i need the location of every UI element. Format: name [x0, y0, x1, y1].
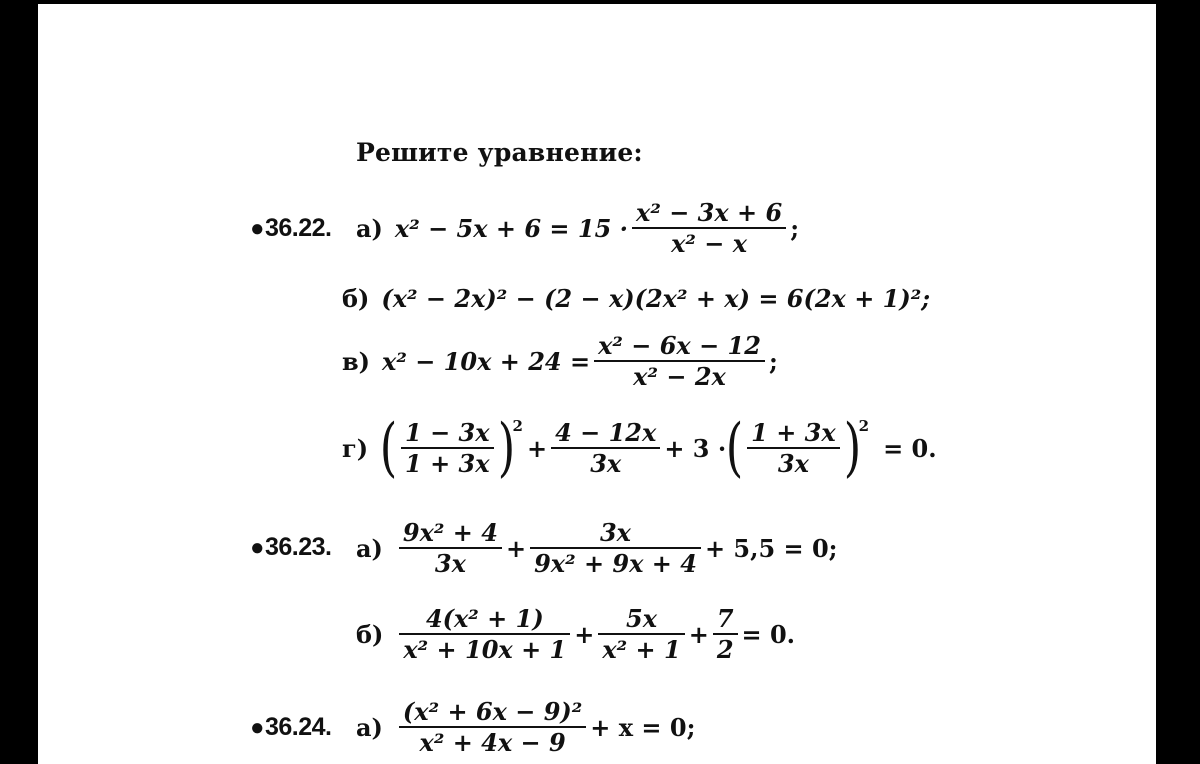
- fraction: $\frac{1 - 3x}{1 + 3x}$: [401, 418, 494, 478]
- equation-36-24-a: а) $\frac{\text{(x² + 6x − 9)²}}{\text{x² + 4x − 9}}$ + x = 0;: [356, 697, 696, 757]
- equation-36-23-b: б) $\frac{\text{4(x² + 1)}}{\text{x² + 10x + 1}}$ + $\frac{5x}{\text{x² + 1}}$ + $\frac{7}{2}$ = 0.: [356, 604, 796, 664]
- equation-36-22-b: б) (x² − 2x)² − (2 − x)(2x² + x) = 6(2x + 1)²;: [342, 284, 931, 313]
- problem-number-36-23: ●36.23.: [250, 533, 332, 561]
- left-paren: (: [379, 411, 398, 485]
- problem-number-36-24: ●36.24.: [250, 713, 332, 741]
- fraction: $\frac{\text{9x² + 4}}{3x}$: [399, 518, 502, 578]
- equation-36-22-v: в) x² − 10x + 24 = $\frac{\text{x² − 6x − 12}}{\text{x² − 2x}}$ ;: [342, 331, 778, 391]
- fraction: $\frac{7}{2}$: [713, 604, 738, 664]
- bullet-icon: ●: [250, 215, 264, 242]
- fraction: $\frac{5x}{\text{x² + 1}}$: [598, 604, 684, 664]
- right-paren: ): [843, 411, 861, 485]
- fraction: $\frac{4 - 12x}{3x}$: [551, 418, 660, 478]
- bullet-icon: ●: [250, 714, 264, 741]
- section-heading: Решите уравнение:: [356, 138, 643, 167]
- equation-36-22-a: а) x² − 5x + 6 = 15 · $\frac{\text{x² − 3x + 6}}{\text{x² − x}}$ ;: [356, 198, 800, 258]
- fraction: $\frac{3x}{\text{9x² + 9x + 4}}$: [530, 518, 701, 578]
- right-paren: ): [497, 411, 515, 485]
- equation-36-23-a: а) $\frac{\text{9x² + 4}}{3x}$ + $\frac{3x}{\text{9x² + 9x + 4}}$ + 5,5 = 0;: [356, 518, 838, 578]
- left-paren: (: [725, 411, 744, 485]
- fraction: $\frac{\text{(x² + 6x − 9)²}}{\text{x² + 4x − 9}}$: [399, 697, 586, 757]
- textbook-page: [38, 4, 1156, 764]
- bullet-icon: ●: [250, 534, 264, 561]
- fraction: $\frac{\text{4(x² + 1)}}{\text{x² + 10x + 1}}$: [399, 604, 570, 664]
- fraction: $\frac{\text{x² − 3x + 6}}{\text{x² − x}}$: [632, 198, 786, 258]
- fraction: $\frac{\text{x² − 6x − 12}}{\text{x² − 2x}}$: [594, 331, 765, 391]
- equation-36-22-g: г) ( $\frac{1 - 3x}{1 + 3x}$ ) 2 + $\frac{4 - 12x}{3x}$ + 3 · ( $\frac{1 + 3x}{3x}$ ) 2 = 0.: [342, 411, 937, 485]
- problem-number-36-22: ●36.22.: [250, 214, 332, 242]
- fraction: $\frac{1 + 3x}{3x}$: [747, 418, 840, 478]
